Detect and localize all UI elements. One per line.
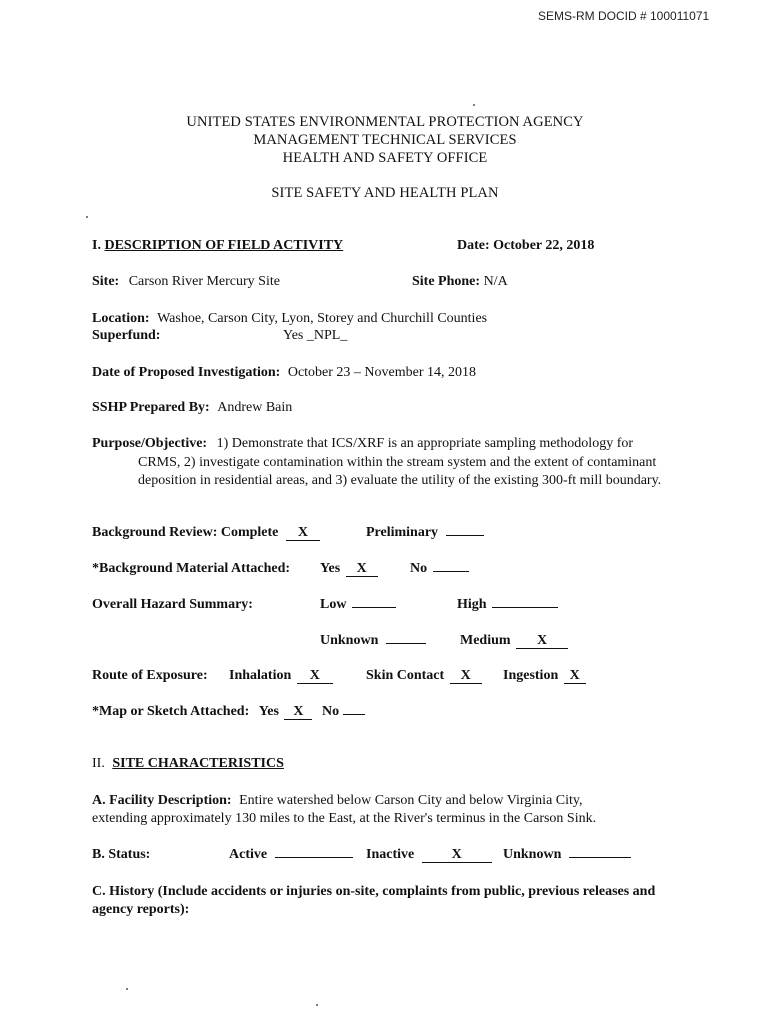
preliminary-label: Preliminary (366, 525, 439, 540)
status-inactive-label: Inactive (366, 847, 415, 862)
status-label: B. Status: (92, 847, 151, 862)
background-review-row (92, 525, 320, 541)
background-complete-value: X (286, 526, 320, 541)
route-inhalation (229, 668, 333, 684)
prepared-by-label: SSHP Prepared By: (92, 400, 210, 415)
division-name: MANAGEMENT TECHNICAL SERVICES (253, 132, 517, 148)
scan-speck (473, 104, 475, 106)
hazard-high-label: High (457, 597, 487, 612)
section-1-heading (92, 238, 343, 254)
inhalation-value: X (297, 669, 333, 684)
purpose-label: Purpose/Objective: (92, 436, 208, 451)
scan-speck (86, 216, 88, 218)
history-label: C. History (Include accidents or injuries on-site, complaints from public, previous releases and agency reports): (92, 884, 656, 917)
status-inactive-value: X (422, 848, 492, 863)
map-sketch-label: *Map or Sketch Attached: (92, 704, 250, 719)
section-1-title: DESCRIPTION OF FIELD ACTIVITY (104, 238, 344, 253)
map-yes-label: Yes (258, 704, 279, 719)
agency-name: UNITED STATES ENVIRONMENTAL PROTECTION AGENCY (186, 114, 584, 130)
site-phone-label: Site Phone: (412, 274, 481, 289)
preliminary-value (446, 535, 484, 536)
prepared-by-value: Andrew Bain (217, 400, 293, 415)
site-phone-row (412, 274, 508, 290)
status-unknown-label: Unknown (503, 847, 562, 862)
date-value: October 22, 2018 (493, 238, 595, 253)
hazard-high (457, 597, 558, 613)
report-date (457, 238, 594, 254)
hazard-low-value (352, 607, 396, 608)
background-material-yes (320, 561, 378, 577)
site-label: Site: (92, 274, 120, 289)
hazard-medium-value: X (516, 634, 568, 649)
location-value: Washoe, Carson City, Lyon, Storey and Churchill Counties (157, 311, 488, 326)
status-active (229, 847, 353, 863)
hazard-low (320, 597, 396, 613)
hazard-high-value (492, 607, 558, 608)
location-row (92, 311, 487, 327)
route-ingestion (503, 668, 586, 684)
hazard-medium (460, 633, 568, 649)
bg-material-yes-label: Yes (320, 561, 341, 576)
background-material-no (410, 561, 469, 577)
facility-description-line-2: extending approximately 130 miles to the East, at the River's terminus in the Carson Sink. (92, 811, 597, 826)
status-unknown (503, 847, 631, 863)
investigation-label: Date of Proposed Investigation: (92, 365, 281, 380)
ingestion-label: Ingestion (503, 668, 559, 683)
ingestion-value: X (564, 669, 586, 684)
hazard-unknown (320, 633, 426, 649)
site-phone-value: N/A (483, 274, 508, 289)
scan-speck (126, 988, 128, 990)
facility-description-row (92, 793, 583, 809)
investigation-value: October 23 – November 14, 2018 (287, 365, 477, 380)
section-1-numeral: I. (92, 238, 101, 253)
prepared-by-row (92, 400, 292, 416)
hazard-summary-label: Overall Hazard Summary: (92, 597, 253, 612)
route-of-exposure-label: Route of Exposure: (92, 668, 208, 683)
map-yes-value: X (284, 705, 312, 720)
map-sketch-row (92, 704, 365, 720)
superfund-label: Superfund: (92, 328, 161, 343)
status-active-label: Active (229, 847, 268, 862)
hazard-medium-label: Medium (460, 633, 511, 648)
site-value: Carson River Mercury Site (128, 274, 280, 289)
status-inactive (366, 847, 492, 863)
facility-description-line-1: Entire watershed below Carson City and below Virginia City, (239, 793, 583, 808)
hazard-unknown-label: Unknown (320, 633, 379, 648)
preliminary-row (366, 525, 484, 541)
superfund-value: Yes _NPL_ (283, 328, 348, 343)
section-2-title: SITE CHARACTERISTICS (112, 756, 284, 771)
bg-material-no-value (433, 571, 469, 572)
section-2-numeral: II. (92, 756, 105, 771)
map-no-value (343, 714, 365, 715)
background-review-label: Background Review: Complete (92, 525, 279, 540)
section-2-heading (92, 756, 284, 772)
investigation-date-row (92, 365, 476, 381)
plan-title: SITE SAFETY AND HEALTH PLAN (271, 185, 499, 201)
location-label: Location: (92, 311, 150, 326)
status-unknown-value (569, 857, 631, 858)
bg-material-yes-value: X (346, 562, 378, 577)
document-id: SEMS-RM DOCID # 100011071 (538, 9, 710, 23)
hazard-unknown-value (386, 643, 426, 644)
purpose-continuation: CRMS, 2) investigate contamination within the stream system and the extent of contaminant deposition in residential areas, and 3) evaluate the utility of the existing 300-ft mill boundary. (138, 455, 662, 488)
date-label: Date: (457, 238, 490, 253)
purpose-row (92, 436, 633, 452)
skin-contact-label: Skin Contact (366, 668, 445, 683)
map-no-label: No (321, 704, 340, 719)
route-skin-contact (366, 668, 482, 684)
site-row (92, 274, 280, 290)
office-name: HEALTH AND SAFETY OFFICE (282, 150, 488, 166)
status-active-value (275, 857, 353, 858)
inhalation-label: Inhalation (229, 668, 292, 683)
background-material-label: *Background Material Attached: (92, 561, 291, 576)
bg-material-no-label: No (410, 561, 428, 576)
skin-contact-value: X (450, 669, 482, 684)
hazard-low-label: Low (320, 597, 347, 612)
purpose-line-1: 1) Demonstrate that ICS/XRF is an appropriate sampling methodology for (216, 436, 634, 451)
scan-speck (316, 1004, 318, 1006)
facility-description-label: A. Facility Description: (92, 793, 232, 808)
